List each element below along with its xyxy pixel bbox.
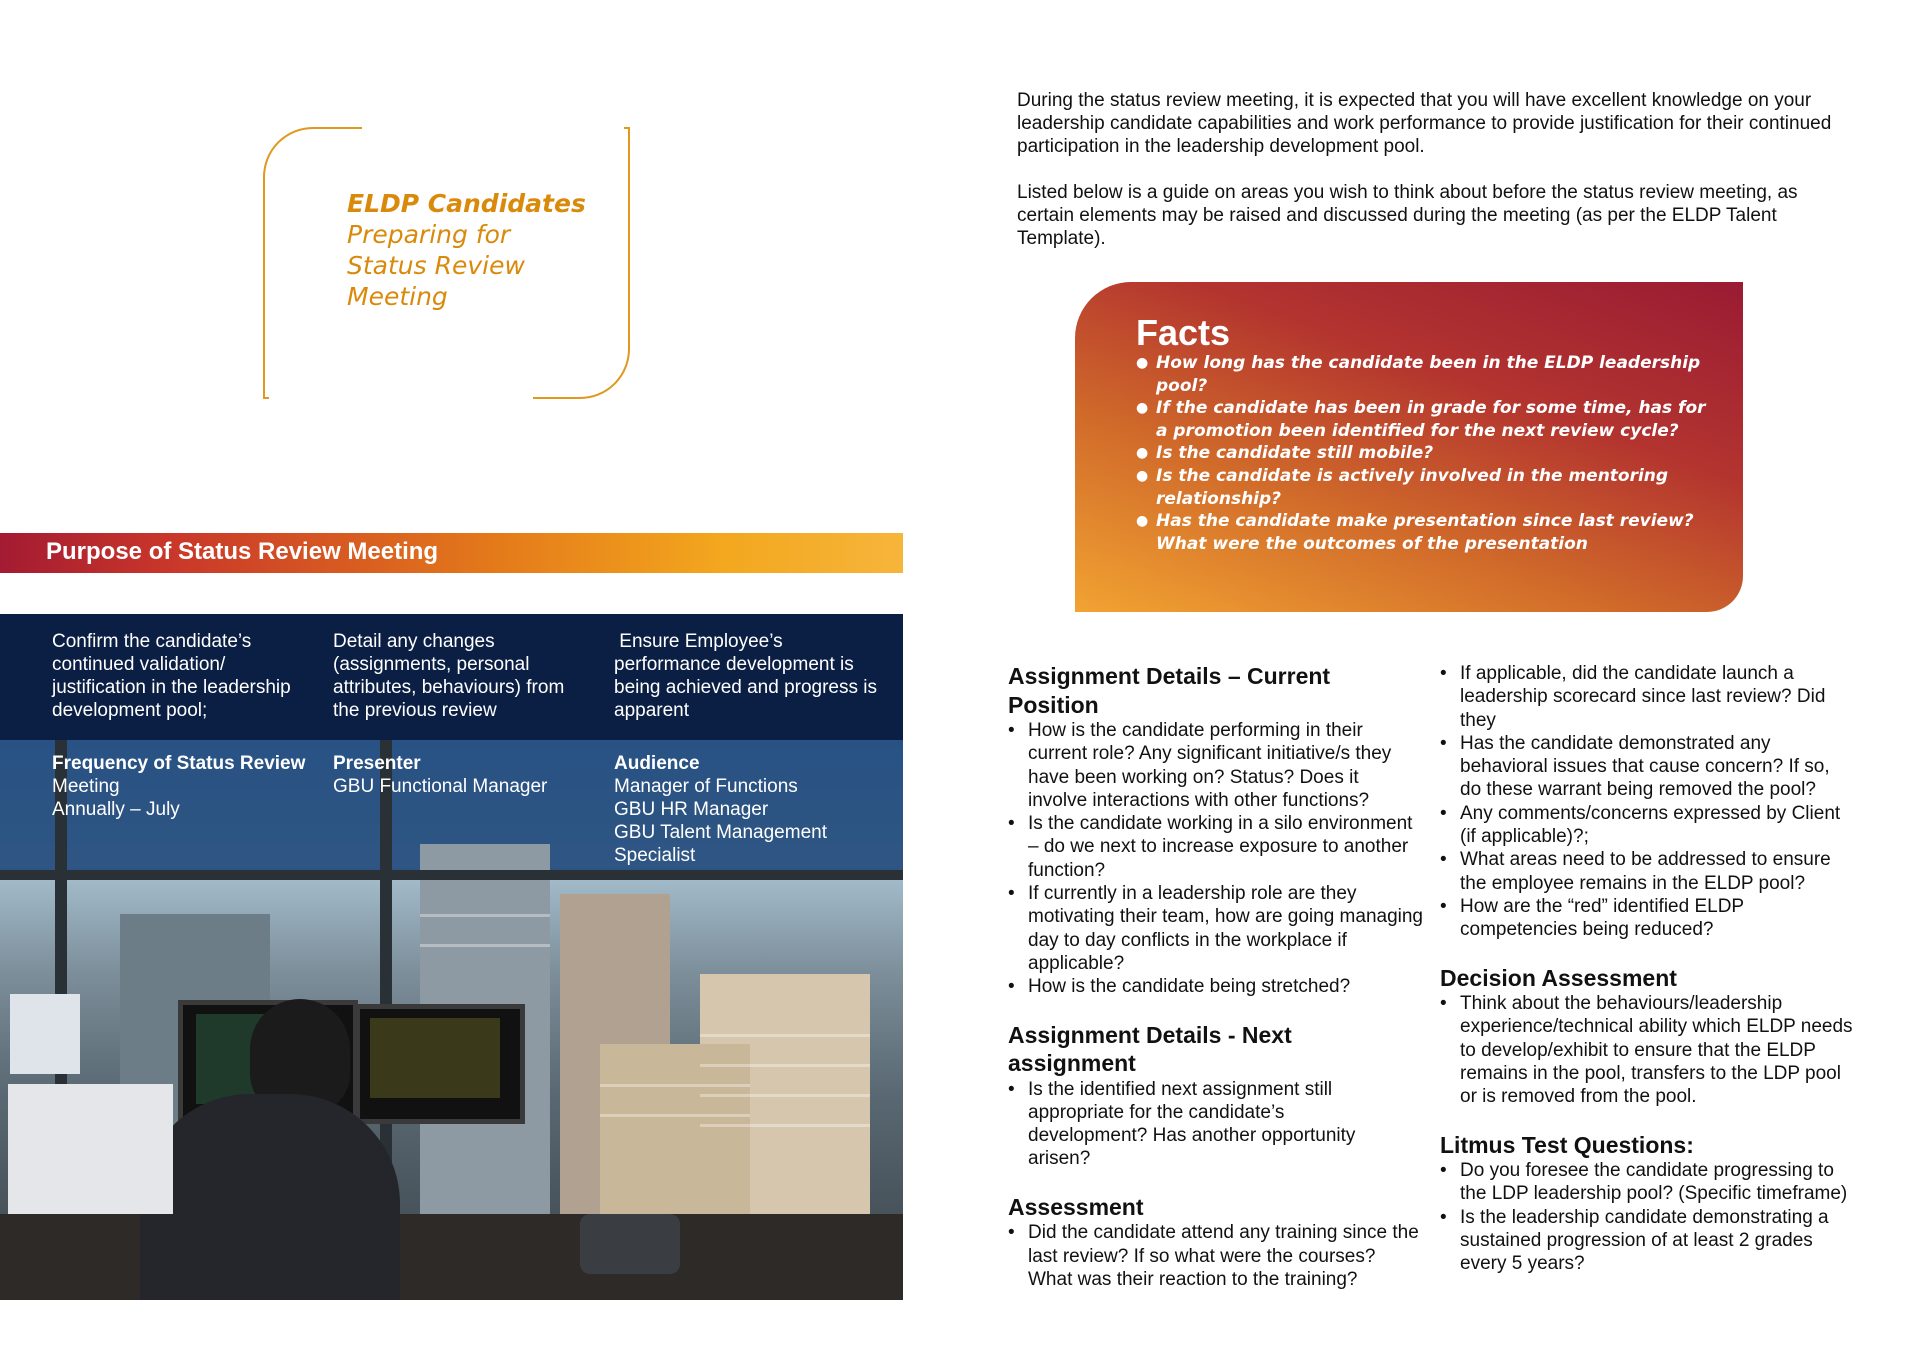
next-assignment-list — [1008, 1078, 1423, 1171]
page-title — [347, 188, 607, 312]
list-item: • How are the “red” identified ELDP competencies being reduced? — [1440, 895, 1855, 942]
facts-item: ● How long has the candidate been in the ELDP leadership pool? — [1136, 352, 1706, 397]
list-item: • Is the candidate working in a silo environment – do we next to increase exposure to another function? — [1008, 812, 1423, 882]
list-item: • What areas need to be addressed to ensure the employee remains in the ELDP pool? — [1440, 848, 1855, 895]
purpose-column-2: Detail any changes (assignments, personal attributes, behaviours) from the previous review — [333, 631, 565, 721]
list-item: • Has the candidate demonstrated any behavioral issues that cause concern? If so, do these warrant being removed the pool? — [1440, 732, 1855, 802]
decision-assessment-list — [1440, 992, 1855, 1108]
intro-paragraph-1: During the status review meeting, it is expected that you will have excellent knowledge on your leadership candidate capabilities and work performance to provide justification for their continued participation in the leadership development pool. — [1017, 90, 1832, 157]
purpose-column-1: Confirm the candidate’s continued validation/ justification in the leadership development pool; — [52, 631, 291, 721]
facts-item: ● If the candidate has been in grade for some time, has for a promotion been identified for the next review cycle? — [1136, 397, 1706, 442]
intro-text — [1017, 89, 1837, 273]
frequency-line-1: Meeting — [52, 776, 120, 797]
litmus-test-heading: Litmus Test Questions: — [1440, 1131, 1694, 1158]
intro-paragraph-2: Listed below is a guide on areas you wish to think about before the status review meeting, as certain elements may be raised and discussed during the meeting (as per the ELDP Talent Template). — [1017, 182, 1798, 249]
list-item: • If applicable, did the candidate launch a leadership scorecard since last review? Did they — [1440, 662, 1855, 732]
facts-item: ● Is the candidate is actively involved in the mentoring relationship? — [1136, 465, 1706, 510]
frequency-label: Frequency of Status Review — [52, 753, 306, 774]
facts-item: ● Is the candidate still mobile? — [1136, 442, 1706, 465]
list-item: • Did the candidate attend any training since the last review? If so what were the courses? What was their reaction to the training? — [1008, 1221, 1423, 1291]
current-position-list — [1008, 719, 1423, 999]
title-line-1: ELDP Candidates — [347, 189, 586, 218]
assessment-list — [1008, 1221, 1423, 1291]
title-line-2: Preparing for — [347, 220, 511, 249]
current-position-heading: Assignment Details – Current Position — [1008, 663, 1331, 718]
audience-label: Audience — [614, 753, 700, 774]
frequency-line-2: Annually – July — [52, 799, 180, 820]
presenter-label: Presenter — [333, 753, 421, 774]
list-item: • If currently in a leadership role are they motivating their team, how are going managing day to day conflicts in the workplace if applicable? — [1008, 882, 1423, 975]
list-item: • How is the candidate performing in their current role? Any significant initiative/s they have been working on? Status? Does it involve interactions with other functions? — [1008, 719, 1423, 812]
facts-title: Facts — [1136, 312, 1231, 353]
title-frame-gap-top — [362, 120, 624, 134]
audience-block — [614, 752, 894, 867]
audience-line-1: Manager of Functions — [614, 776, 798, 797]
list-item: • Is the leadership candidate demonstrating a sustained progression of at least 2 grades every 5 years? — [1440, 1206, 1855, 1276]
presenter-line-1: GBU Functional Manager — [333, 776, 548, 797]
list-item: • Think about the behaviours/leadership experience/technical ability which ELDP needs to develop/exhibit to ensure that the ELDP remains in the pool, transfers to the LDP pool or is removed from the pool. — [1440, 992, 1855, 1108]
list-item: • Any comments/concerns expressed by Client (if applicable)?; — [1440, 802, 1855, 849]
left-text-column — [1008, 662, 1423, 1291]
audience-line-4: Specialist — [614, 845, 696, 866]
facts-item: ● Has the candidate make presentation since last review? What were the outcomes of the presentation — [1136, 510, 1706, 555]
right-text-column — [1440, 662, 1855, 1276]
purpose-column-3: Ensure Employee’s performance development is being achieved and progress is apparent — [614, 631, 883, 721]
audience-line-3: GBU Talent Management — [614, 822, 827, 843]
title-line-4: Meeting — [347, 282, 448, 311]
facts-list — [1136, 352, 1706, 555]
decision-assessment-heading: Decision Assessment — [1440, 964, 1677, 991]
title-line-3: Status Review — [347, 251, 525, 280]
litmus-test-list — [1440, 1159, 1855, 1275]
assessment-heading: Assessment — [1008, 1193, 1144, 1220]
list-item: • Is the identified next assignment still appropriate for the candidate’s development? Has another opportunity arisen? — [1008, 1078, 1373, 1171]
frequency-block — [52, 752, 322, 821]
audience-line-2: GBU HR Manager — [614, 799, 769, 820]
title-frame-gap-bottom — [269, 392, 533, 406]
continued-list — [1440, 662, 1855, 942]
list-item: • How is the candidate being stretched? — [1008, 975, 1423, 998]
list-item: • Do you foresee the candidate progressing to the LDP leadership pool? (Specific timeframe) — [1440, 1159, 1855, 1206]
next-assignment-heading: Assignment Details - Next assignment — [1008, 1021, 1292, 1077]
presenter-block — [333, 752, 593, 798]
purpose-heading: Purpose of Status Review Meeting — [46, 538, 439, 565]
